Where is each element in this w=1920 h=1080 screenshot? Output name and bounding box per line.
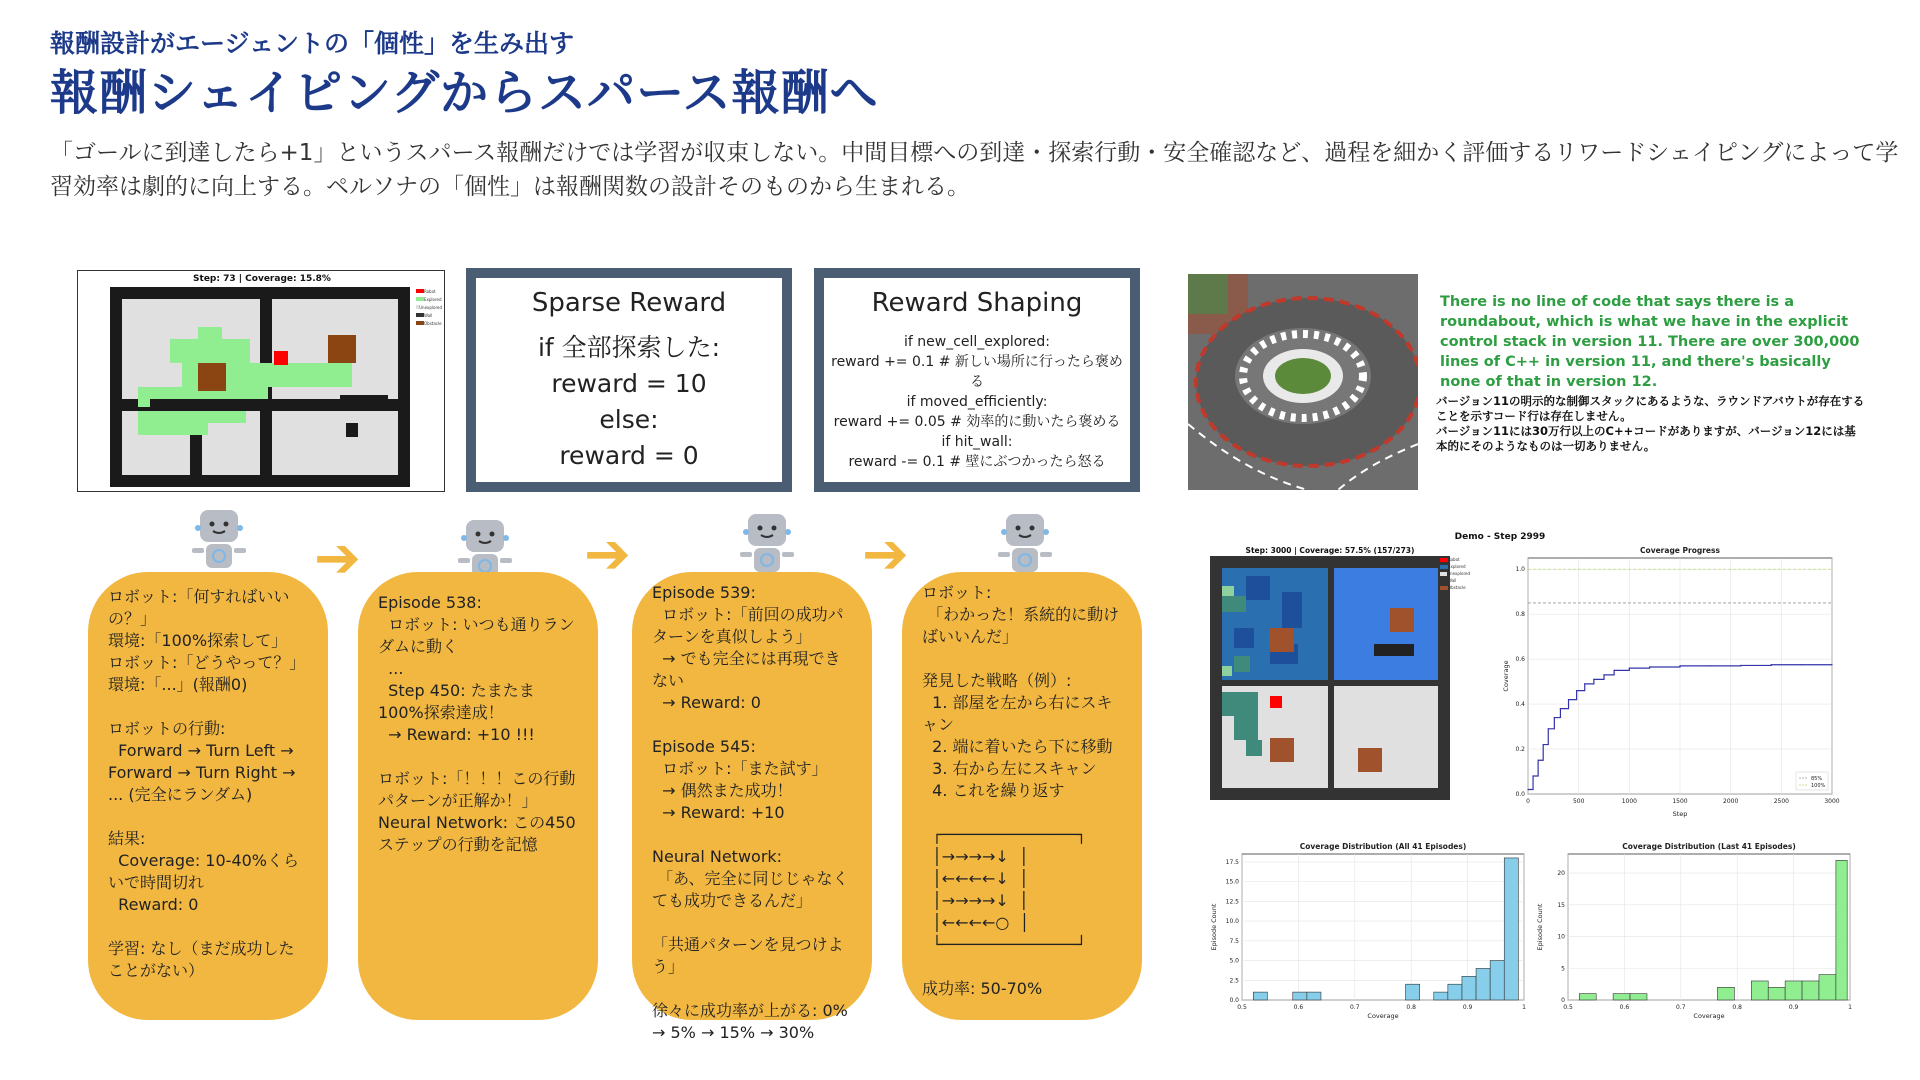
roundabout-caption-en: There is no line of code that says there is a roundabout, which is what we have in the explicit control stack in version 11. There are over 300,000 lines of C++ in version 11, and there's basically none of that in version 12.	[1440, 294, 1860, 390]
histogram-bar	[1579, 994, 1596, 1000]
coverage-point	[1538, 760, 1539, 761]
grid-world-map	[110, 287, 410, 487]
y-tick-label: 5	[1561, 965, 1565, 973]
coverage-point	[1801, 664, 1802, 665]
y-tick-label: 0.6	[1515, 656, 1525, 664]
coverage-point	[1679, 665, 1680, 666]
grid-world-legend	[416, 287, 442, 327]
sparse-line-4: reward = 0	[559, 441, 699, 470]
coverage-point	[1576, 690, 1577, 691]
x-tick-label: 0.6	[1619, 1004, 1630, 1011]
histogram-bar	[1476, 968, 1490, 1000]
histogram-bar	[1434, 992, 1448, 1000]
description: 「ゴールに到達したら+1」というスパース報酬だけでは学習が収束しない。中間目標への到達・探索行動・安全確認など、過程を細かく評価するリワードシェイピングによって学習効率は劇的に向上する。ペルソナの「個性」は報酬関数の設計そのものから生まれる。	[50, 140, 1899, 200]
sparse-line-3: else:	[599, 405, 659, 434]
coverage-point	[1527, 789, 1528, 790]
coverage-point	[1593, 679, 1594, 680]
demo-legend-wall: Wall	[1448, 578, 1457, 583]
coverage-point	[1614, 670, 1615, 671]
y-tick-label: 17.5	[1225, 858, 1239, 866]
y-tick-label: 10	[1557, 933, 1565, 941]
story-card-1: ロボット:「何すればいいの？」 環境:「100%探索して」 ロボット:「どうやって？」 環境:「...」(報酬0) ロボットの行動: Forward → Turn Left → Forward → Turn Right → ... (完全にランダム) 結果: Coverage: 10-40%くらいで時間切れ Reward: 0 学習: なし（まだ成功したことがない）	[88, 572, 328, 1020]
x-tick-label: 0.9	[1462, 1004, 1473, 1011]
x-tick-label: 1500	[1672, 798, 1688, 805]
histogram-bar	[1751, 981, 1768, 1000]
demo-legend-robot: Robot	[1448, 557, 1460, 562]
histogram-bar	[1462, 976, 1476, 1000]
arrow-right-icon: ➔	[314, 526, 361, 591]
x-axis-label: Coverage	[1367, 1012, 1399, 1020]
grid-world-panel	[77, 270, 445, 492]
y-tick-label: 15	[1557, 901, 1565, 909]
x-axis-label: Coverage	[1693, 1012, 1725, 1020]
story-card-2: Episode 538: ロボット: いつも通りランダムに動く ... Step 450: たまたま100%探索達成！ → Reward: +10 !!! ロボット:「！！！この行動パターンが正解か！」 Neural Network: この450ステップの行動を記憶	[358, 572, 598, 1020]
coverage-point	[1629, 668, 1630, 669]
histogram-bar	[1504, 858, 1518, 1000]
arrow-right-icon: ➔	[584, 522, 631, 587]
robot-icon	[184, 508, 254, 578]
histogram-bar	[1293, 992, 1307, 1000]
coverage-point	[1649, 666, 1650, 667]
roundabout-caption-ja: バージョン11の明示的な制御スタックにあるような、ラウンドアバウトが存在することを示すコード行は存在しません。 バージョン11には30万行以上のC++コードがありますが、バージョン12には基本的にそのようなものは一切ありません。	[1436, 394, 1865, 453]
coverage-distribution-all-chart	[1208, 832, 1532, 1022]
y-tick-label: 10.0	[1225, 918, 1239, 926]
demo-legend-explored: Explored	[1448, 564, 1466, 569]
roundabout-photo	[1188, 274, 1418, 490]
y-tick-label: 0.4	[1515, 701, 1525, 709]
demo-legend-unexplored: Unexplored	[1447, 571, 1470, 576]
histogram-bar	[1802, 981, 1819, 1000]
histogram-bar	[1630, 994, 1647, 1000]
x-tick-label: 2000	[1723, 798, 1739, 805]
page-title: 報酬シェイピングからスパース報酬へ	[50, 65, 879, 121]
demo-grid-legend	[1440, 556, 1470, 591]
coverage-point	[1603, 674, 1604, 675]
y-tick-label: 0.8	[1515, 611, 1525, 619]
x-tick-label: 0.8	[1732, 1004, 1742, 1011]
y-axis-label: Episode Count	[1536, 903, 1544, 951]
y-tick-label: 12.5	[1225, 898, 1239, 906]
chart-title: Coverage Distribution (Last 41 Episodes)	[1622, 842, 1796, 851]
y-axis-label: Episode Count	[1210, 903, 1218, 951]
x-tick-label: 3000	[1824, 798, 1840, 805]
histogram-bar	[1490, 961, 1504, 1000]
x-tick-label: 1	[1848, 1004, 1852, 1011]
y-tick-label: 0.0	[1229, 997, 1239, 1004]
histogram-bar	[1768, 987, 1785, 1000]
y-tick-label: 0	[1561, 997, 1565, 1004]
x-tick-label: 2500	[1773, 798, 1789, 805]
coverage-point	[1532, 775, 1533, 776]
y-tick-label: 15.0	[1225, 878, 1239, 886]
histogram-bar	[1785, 981, 1802, 1000]
x-tick-label: 0	[1526, 798, 1530, 805]
shaping-line-5: if hit_wall:	[941, 434, 1013, 450]
story-card-4: ロボット: 「わかった！系統的に動けばいいんだ」 発見した戦略（例）: 1. 部屋を左から右にスキャン 2. 端に着いたら下に移動 3. 右から左にスキャン 4. これを繰り返す ┌──────────────┐ │→→→→↓ │ │←←←←↓ │ │→→→→↓ │ │←←←←○ │ └──────────────┘ 成功率: 50-70%	[902, 572, 1142, 1020]
shaping-line-4: reward += 0.05 # 効率的に動いたら褒める	[833, 414, 1121, 430]
x-tick-label: 0.7	[1350, 1004, 1360, 1011]
coverage-point	[1710, 665, 1711, 666]
shaping-line-1: if new_cell_explored:	[904, 334, 1050, 350]
x-tick-label: 0.7	[1676, 1004, 1686, 1011]
legend-obstacle: Obstacle	[424, 320, 442, 326]
y-tick-label: 0.2	[1515, 746, 1525, 754]
y-tick-label: 7.5	[1229, 937, 1239, 945]
x-tick-label: 0.5	[1237, 1004, 1247, 1011]
reward-shaping-box	[814, 268, 1140, 492]
sparse-reward-box	[466, 268, 792, 492]
histogram-bar	[1717, 987, 1734, 1000]
histogram-bar	[1307, 992, 1321, 1000]
coverage-point	[1740, 665, 1741, 666]
coverage-point	[1554, 717, 1555, 718]
reward-shaping-title: Reward Shaping	[871, 288, 1083, 318]
y-axis-label: Coverage	[1502, 660, 1510, 692]
coverage-point	[1560, 708, 1561, 709]
x-tick-label: 0.8	[1406, 1004, 1416, 1011]
grid-world-title: Step: 73 | Coverage: 15.8%	[193, 274, 331, 284]
legend-explored: Explored	[424, 296, 442, 302]
coverage-point	[1584, 683, 1585, 684]
legend-label: 85%	[1811, 776, 1823, 782]
x-tick-label: 0.9	[1788, 1004, 1799, 1011]
x-tick-label: 0.5	[1563, 1004, 1573, 1011]
coverage-point	[1548, 728, 1549, 729]
sparse-line-1: if 全部探索した:	[537, 333, 721, 362]
x-tick-label: 1000	[1621, 798, 1637, 805]
y-tick-label: 5.0	[1229, 957, 1239, 965]
chart-title: Coverage Distribution (All 41 Episodes)	[1299, 842, 1467, 851]
demo-title: Demo - Step 2999	[1454, 532, 1546, 542]
demo-grid-map	[1210, 556, 1450, 800]
legend-label: 100%	[1811, 783, 1826, 789]
story-card-3: Episode 539: ロボット:「前回の成功パターンを真似しよう」 → でも完全には再現できない → Reward: 0 Episode 545: ロボット:「また試す」 → 偶然また成功！ → Reward: +10 Neural Network: 「あ、完全に同じじゃなくても成功できるんだ」 「共通パターンを見つけよう」 徐々に成功率が上がる: 0% → 5% → 15% → 30%	[632, 572, 872, 1020]
histogram-bar	[1406, 984, 1420, 1000]
subtitle: 報酬設計がエージェントの「個性」を生み出す	[50, 29, 575, 58]
y-tick-label: 0.0	[1515, 791, 1525, 798]
legend-unexplored: Unexplored	[419, 304, 442, 310]
x-tick-label: 0.6	[1293, 1004, 1304, 1011]
arrow-right-icon: ➔	[862, 522, 909, 587]
coverage-distribution-last-chart	[1534, 832, 1858, 1022]
legend-robot: Robot	[424, 288, 436, 294]
legend-wall: Wall	[424, 312, 433, 318]
chart-title: Coverage Progress	[1640, 546, 1720, 555]
demo-legend-obstacle: Obstacle	[1448, 585, 1466, 590]
histogram-bar	[1448, 984, 1462, 1000]
shaping-line-3: if moved_efficiently:	[906, 394, 1048, 410]
coverage-point	[1568, 699, 1569, 700]
shaping-line-6: reward -= 0.1 # 壁にぶつかったら怒る	[848, 454, 1106, 470]
histogram-bar	[1819, 975, 1836, 1000]
y-tick-label: 2.5	[1229, 977, 1239, 985]
histogram-bar	[1613, 994, 1630, 1000]
coverage-progress-chart	[1500, 544, 1840, 820]
x-tick-label: 1	[1522, 1004, 1526, 1011]
sparse-line-2: reward = 10	[551, 369, 707, 398]
histogram-bar	[1253, 992, 1267, 1000]
y-tick-label: 1.0	[1515, 566, 1525, 574]
coverage-point	[1543, 744, 1544, 745]
x-tick-label: 500	[1572, 798, 1585, 805]
histogram-bar	[1836, 860, 1847, 1000]
plot-area	[1568, 854, 1850, 1000]
coverage-point	[1831, 664, 1832, 665]
x-axis-label: Step	[1672, 810, 1688, 818]
demo-grid-title: Step: 3000 | Coverage: 57.5% (157/273)	[1245, 546, 1415, 555]
sparse-reward-title: Sparse Reward	[531, 288, 727, 318]
coverage-point	[1771, 664, 1772, 665]
shaping-line-2: reward += 0.1 # 新しい場所に行ったら褒める	[831, 354, 1123, 390]
y-tick-label: 20	[1557, 870, 1565, 878]
